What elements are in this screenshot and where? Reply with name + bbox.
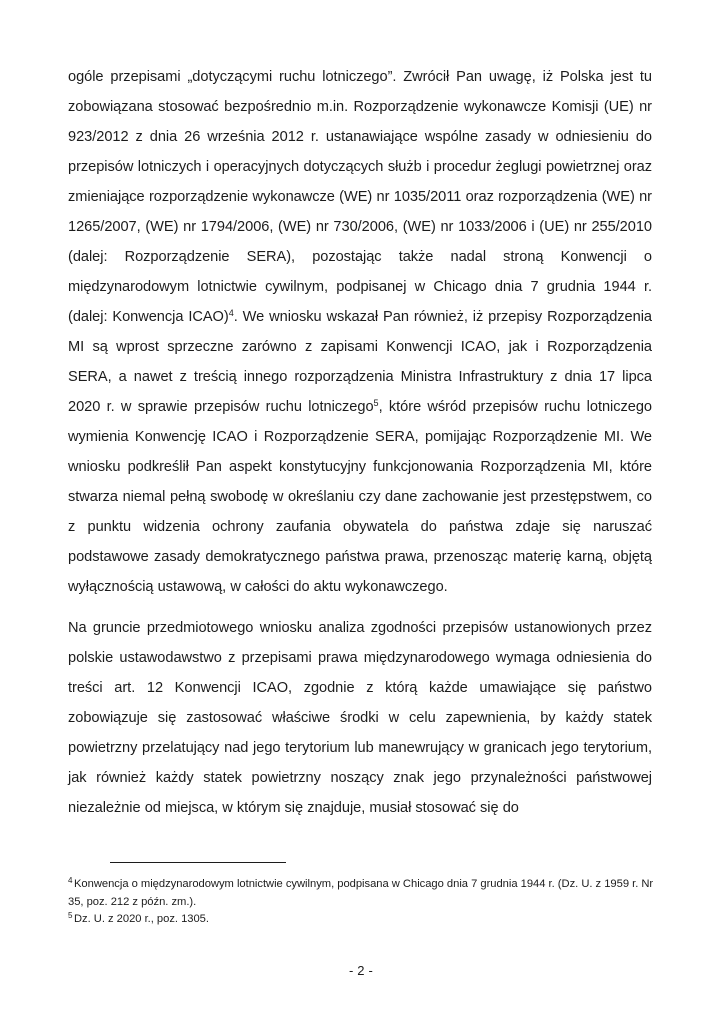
footnote-item [68, 876, 658, 911]
body-paragraph-1: ogóle przepisami „dotyczącymi ruchu lotniczego”. Zwrócił Pan uwagę, iż Polska jest tu zobowiązana stosować bezpośrednio m.in. Rozporządzenie wykonawcze Komisji (UE) nr 923/2012 z dnia 26 września 2012 r. ustanawiające wspólne zasady w odniesieniu do przepisów lotniczych i operacyjnych dotyczących służb i procedur żeglugi powietrznej oraz zmieniające rozporządzenie wykonawcze (WE) nr 1035/2011 oraz rozporządzenia (WE) nr 1265/2007, (WE) nr 1794/2006, (WE) nr 730/2006, (WE) nr 1033/2006 i (UE) nr 255/2010 (dalej: Rozporządzenie SERA), pozostając także nadal stroną Konwencji o międzynarodowym lotnictwie cywilnym, podpisanej w Chicago dnia 7 grudnia 1944 r. (dalej: Konwencja ICAO)$^4$. We wniosku wskazał Pan również, iż przepisy Rozporządzenia MI są wprost sprzeczne zarówno z zapisami Konwencji ICAO, jak i Rozporządzenia SERA, a nawet z treścią innego rozporządzenia Ministra Infrastruktury z dnia 17 lipca 2020 r. w sprawie przepisów ruchu lotniczego$^5$, które wśród przepisów ruchu lotniczego wymienia Konwencję ICAO i Rozporządzenie SERA, pomijając Rozporządzenie MI. We wniosku podkreślił Pan aspekt konstytucyjny funkcjonowania Rozporządzenia MI, które stwarza niemal pełną swobodę w określaniu czy dane zachowanie jest przestępstwem, co z punktu widzenia ochrony zaufania obywatela do państwa zdaje się naruszać podstawowe zasady demokratycznego państwa prawa, przenosząc materię karną, objętą wyłącznością ustawową, w całości do aktu wykonawczego. [68, 69, 652, 595]
body-paragraph-2: Na gruncie przedmiotowego wniosku analiza zgodności przepisów ustanowionych przez polskie ustawodawstwo z przepisami prawa międzynarodowego wymaga odniesienia do treści art. 12 Konwencji ICAO, zgodnie z którą każde umawiające się państwo zobowiązuje się zastosować właściwe środki w celu zapewnienia, by każdy statek powietrzny przelatujący nad jego terytorium lub manewrujący w granicach jego terytorium, jak również każdy statek powietrzny noszący znak jego przynależności państwowej niezależnie od miejsca, w którym się znajduje, musiał stosować się do [68, 620, 652, 816]
footnote-text: Konwencja o międzynarodowym lotnictwie cywilnym, podpisana w Chicago dnia 7 grudnia 1944 r. (Dz. U. z 1959 r. Nr 35, poz. 212 z późn. zm.). [68, 878, 654, 908]
footnote-marker-5: 5 [68, 910, 73, 920]
footnote-item [68, 911, 658, 929]
footnote-reference-4[interactable]: 4 [228, 308, 234, 319]
footnote-text: Dz. U. z 2020 r., poz. 1305. [73, 913, 209, 925]
footnote-list [68, 876, 658, 929]
page-number: - 2 - [348, 963, 374, 978]
footnote-reference-5[interactable]: 5 [373, 398, 379, 409]
footnote-separator-rule [110, 862, 286, 863]
document-body [68, 62, 652, 823]
footnote-area [68, 862, 658, 929]
footnote-marker-4: 4 [68, 875, 73, 885]
